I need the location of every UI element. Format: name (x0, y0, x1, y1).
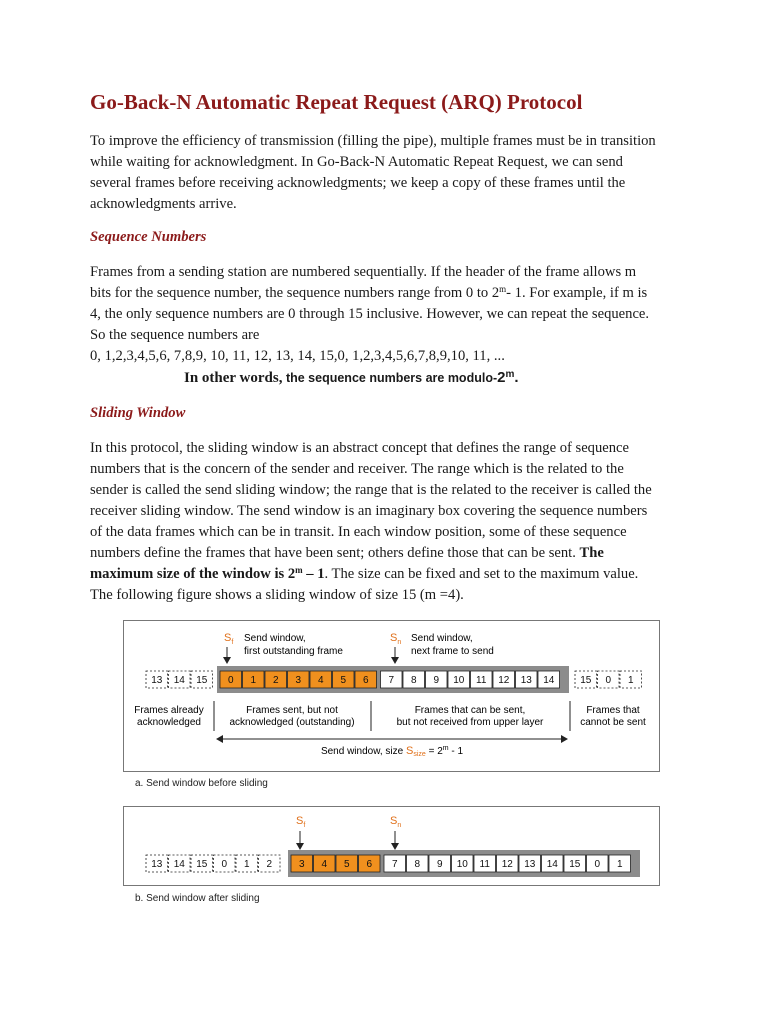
frame-number: 0 (605, 675, 612, 686)
frame-number: 1 (250, 675, 257, 686)
frame-number: 3 (295, 675, 302, 686)
sw-line: of the data frames which can be in transit. In each window position, some of these sequence (90, 524, 627, 540)
figure-b-caption: b. Send window after sliding (135, 893, 260, 904)
sf-pointer-label: $S_f$ (224, 632, 234, 646)
frame-number: 3 (298, 859, 305, 870)
frame-number: 6 (366, 859, 373, 870)
sliding-window-heading: Sliding Window (90, 405, 186, 421)
frame-number: 4 (321, 859, 328, 870)
sf-text2: first outstanding frame (244, 646, 343, 657)
frame-number: 0 (227, 675, 234, 686)
frame-number: 8 (410, 675, 417, 686)
frame-number: 8 (414, 859, 421, 870)
frame-number: 14 (546, 859, 558, 870)
figure-a-diagram (124, 621, 659, 771)
frame-number: 13 (524, 859, 536, 870)
page-title: Go-Back-N Automatic Repeat Request (ARQ) Protocol (90, 90, 583, 114)
modulo-callout: In other words, the sequence numbers are modulo-2$^m$. (184, 369, 519, 387)
sliding-window-paragraph (90, 438, 680, 606)
sn-text1: Send window, (411, 633, 473, 644)
region-cannot-line1: Frames that (586, 705, 640, 716)
seq-line: 4, the only sequence numbers are 0 through 15 inclusive. However, we can repeat the sequence. (90, 306, 650, 322)
frame-number: 1 (627, 675, 634, 686)
sequence-numbers-heading: Sequence Numbers (90, 229, 207, 245)
frame-number: 0 (594, 859, 601, 870)
intro-line: while waiting for acknowledgment. In Go-Back-N Automatic Repeat Request, we can send (90, 154, 623, 170)
region-acknowledged-line2: acknowledged (137, 717, 201, 728)
frame-number: 7 (391, 859, 398, 870)
frame-number: 1 (616, 859, 623, 870)
intro-paragraph (90, 131, 680, 215)
frame-number: 12 (501, 859, 513, 870)
region-cannot-line2: cannot be sent (580, 717, 646, 728)
figure-b-diagram (124, 807, 659, 885)
sw-line: sender is called the send sliding window; the range that is the related to the receiver is called the (90, 482, 652, 498)
region-outstanding-line2: acknowledged (outstanding) (229, 717, 355, 728)
region-outstanding-line1: Frames sent, but not (246, 705, 338, 716)
intro-line: several frames before receiving acknowledgments; we keep a copy of these frames until the (90, 175, 626, 191)
frame-number: 2 (266, 859, 273, 870)
frame-number: 5 (340, 675, 347, 686)
region-acknowledged-line1: Frames already (134, 705, 204, 716)
sw-line: numbers define the frames that have been sent; others define those that can be sent. The (90, 545, 604, 561)
frame-number: 5 (343, 859, 350, 870)
frame-number: 12 (498, 675, 510, 686)
frame-number: 14 (173, 675, 185, 686)
seq-line: Frames from a sending station are numbered sequentially. If the header of the frame allows m (90, 264, 637, 280)
frame-number: 15 (580, 675, 592, 686)
sequence-row-b (146, 855, 631, 872)
sw-line: In this protocol, the sliding window is an abstract concept that defines the range of sequence (90, 440, 629, 456)
window-size-label: Send window, size $S_{size} = 2^m - 1$ (320, 745, 464, 758)
frame-number: 13 (151, 859, 163, 870)
frame-number: 13 (151, 675, 163, 686)
frame-number: 7 (388, 675, 395, 686)
frame-number: 10 (456, 859, 468, 870)
seq-line: bits for the sequence number, the sequence numbers range from 0 to 2$^m$- 1. For example, if m is (90, 284, 648, 301)
sf-pointer-label-b: $S_f$ (296, 815, 306, 829)
region-cansend-line1: Frames that can be sent, (414, 705, 526, 716)
frame-number: 11 (476, 675, 487, 686)
sw-line: The following figure shows a sliding window of size 15 (m =4). (90, 587, 464, 603)
frame-number: 0 (221, 859, 228, 870)
frame-number: 15 (196, 675, 208, 686)
frame-number: 9 (436, 859, 443, 870)
sf-text1: Send window, (244, 633, 306, 644)
figure-send-window-before (123, 620, 660, 772)
figure-send-window-after (123, 806, 660, 886)
sw-line: receiver sliding window. The send window is an imaginary box covering the sequence numbers (90, 503, 648, 519)
sn-pointer-label-b: $S_n$ (390, 815, 402, 829)
sw-line: numbers that is the concern of the sender and receiver. The range which is the related to the (90, 461, 624, 477)
region-cansend-line2: but not received from upper layer (396, 717, 544, 728)
frame-number: 6 (362, 675, 369, 686)
intro-line: acknowledgments arrive. (90, 196, 237, 212)
sequence-paragraph (90, 262, 680, 367)
frame-number: 1 (243, 859, 250, 870)
seq-line: So the sequence numbers are (90, 327, 260, 343)
frame-number: 4 (317, 675, 324, 686)
figure-a-caption: a. Send window before sliding (135, 778, 268, 789)
sn-pointer-label: $S_n$ (390, 632, 402, 646)
frame-number: 14 (173, 859, 185, 870)
frame-number: 13 (520, 675, 532, 686)
frame-number: 11 (479, 859, 490, 870)
sw-line: maximum size of the window is 2$^m$ – 1. The size can be fixed and set to the maximum value. (90, 565, 639, 582)
seq-line: 0, 1,2,3,4,5,6, 7,8,9, 10, 11, 12, 13, 14, 15,0, 1,2,3,4,5,6,7,8,9,10, 11, ... (90, 348, 505, 364)
frame-number: 15 (569, 859, 581, 870)
sn-text2: next frame to send (411, 646, 494, 657)
frame-number: 14 (543, 675, 555, 686)
intro-line: To improve the efficiency of transmission (filling the pipe), multiple frames must be in transition (90, 133, 656, 149)
frame-number: 2 (272, 675, 279, 686)
frame-number: 10 (453, 675, 465, 686)
frame-number: 15 (196, 859, 208, 870)
frame-number: 9 (433, 675, 440, 686)
